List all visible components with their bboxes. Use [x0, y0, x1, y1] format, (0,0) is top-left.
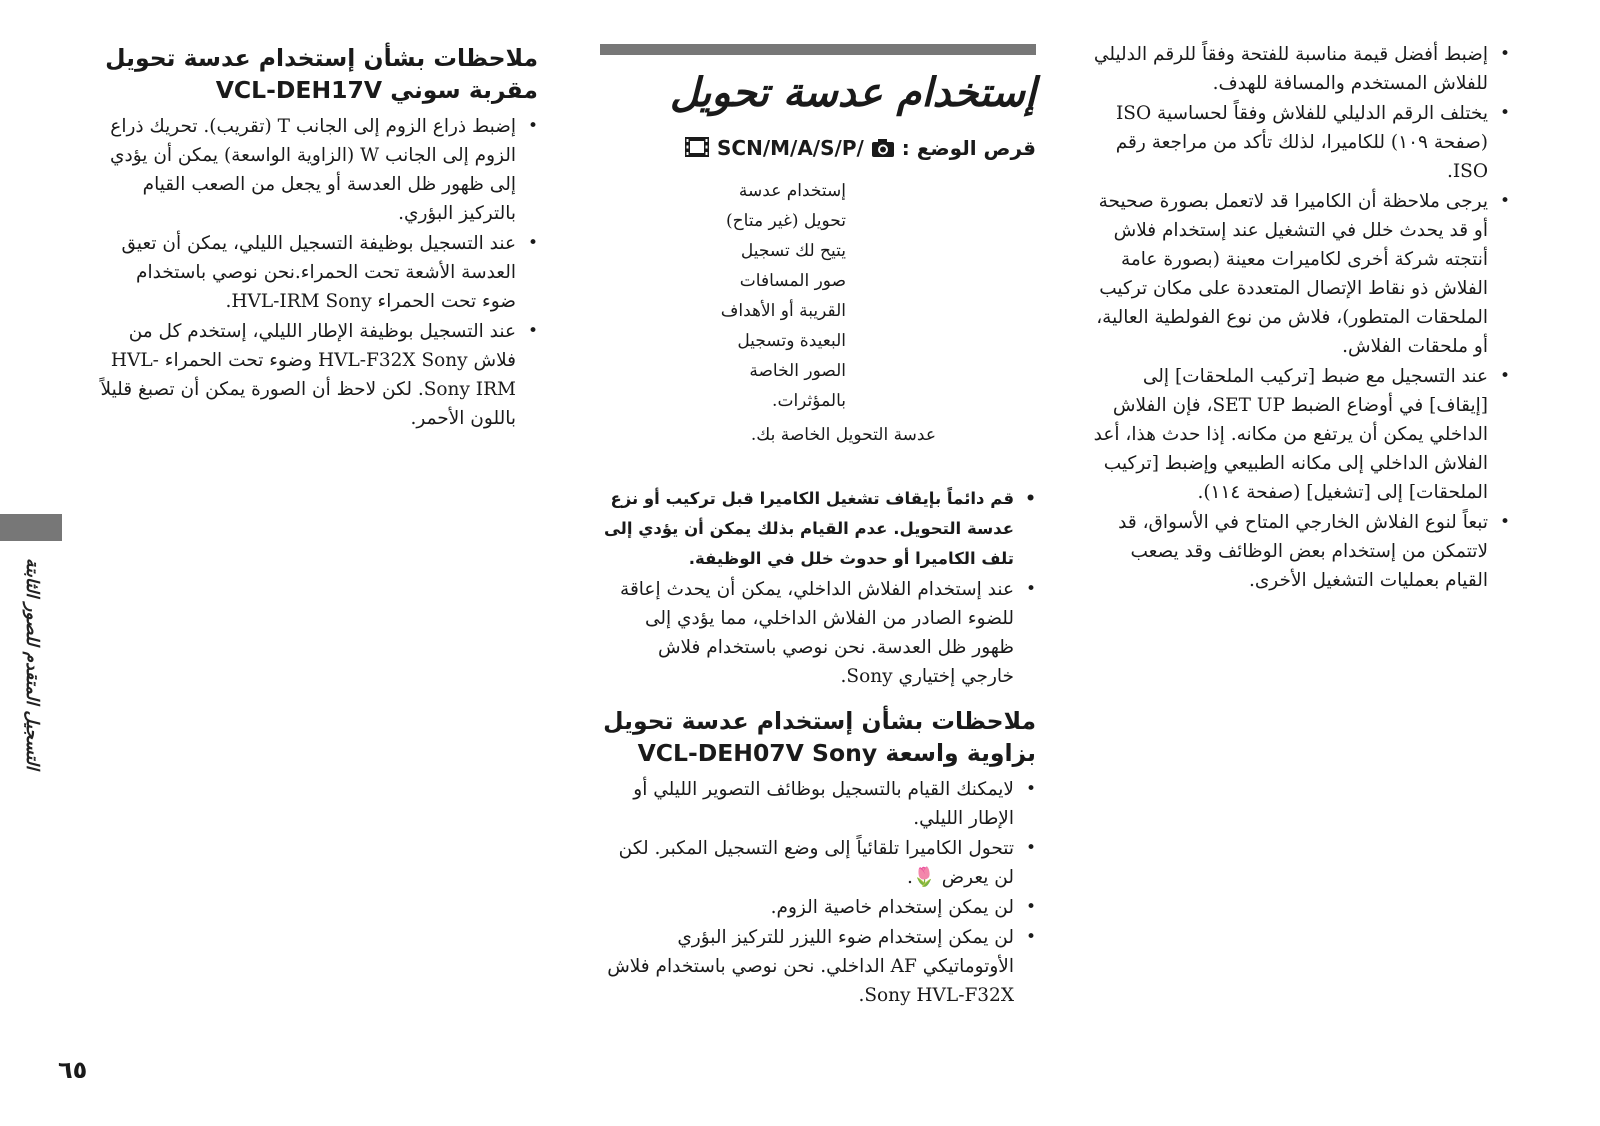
list-item: • عند إستخدام الفلاش الداخلي، يمكن أن يحدث إعاقة للضوء الصادر من الفلاش الداخلي، مما يؤدي إلى ظهور ظل العدسة. نحن نوصي باستخدام فلاش خارجي إختياري Sony. [600, 575, 1036, 691]
mode-dial-label: قرص الوضع : [901, 136, 1036, 160]
movie-mode-icon [684, 136, 710, 166]
list-item: • عند التسجيل بوظيفة التسجيل الليلي، يمكن أن تعيق العدسة الأشعة تحت الحمراء.نحن نوصي باستخدام ضوء تحت الحمراء HVL-IRM Sony. [100, 229, 538, 316]
left-column [100, 42, 538, 434]
section-heading-tele [100, 42, 538, 106]
middle-column [600, 44, 1036, 1011]
right-bullet-list [1082, 40, 1510, 595]
mode-dial-value: SCN/M/A/S/P/ [717, 136, 864, 160]
section-heading-wide [600, 705, 1036, 769]
list-item: • يختلف الرقم الدليلي للفلاش وفقاً لحساسية ISO (صفحة ١٠٩) للكاميرا، لذلك تأكد من مراجعة رقم ISO. [1082, 99, 1510, 186]
page-title: إستخدام عدسة تحويل [669, 69, 1036, 116]
section-heading-subtitle: مقربة سوني [390, 76, 538, 104]
page-number: ٦٥ [58, 1056, 88, 1084]
list-item: • يرجى ملاحظة أن الكاميرا قد لاتعمل بصورة صحيحة أو قد يحدث خلل في التشغيل عند إستخدام فلاش أنتجته شركة أخرى لكاميرات معينة (بصورة عامة الفلاش ذو نقاط الإتصال المتعددة على مكان تركيب الملحقات المتطور)، فلاش من نوع الفولطية العالية، أو ملحقات الفلاش. [1082, 187, 1510, 361]
mode-dial-line [600, 133, 1036, 166]
right-column [1082, 40, 1510, 596]
middle-bullet-list [600, 484, 1036, 691]
list-item: • إضبط ذراع الزوم إلى الجانب T (تقريب). تحريك ذراع الزوم إلى الجانب W (الزاوية الواسعة) يمكن أن يؤدي إلى ظهور ظل العدسة أو يجعل من الصعب القيام بالتركيز البؤري. [100, 112, 538, 228]
wide-lens-notes [600, 775, 1036, 1010]
intro-tail: عدسة التحويل الخاصة بك. [750, 425, 936, 445]
section-heading-text: ملاحظات بشأن إستخدام عدسة تحويل [603, 707, 1036, 735]
section-top-bar [600, 44, 1036, 55]
list-item: • تبعاً لنوع الفلاش الخارجي المتاح في الأسواق، قد لاتتمكن من إستخدام بعض الوظائف وقد يصعب القيام بعمليات التشغيل الأخرى. [1082, 508, 1510, 595]
tele-lens-notes [100, 112, 538, 433]
section-heading-text: ملاحظات بشأن إستخدام عدسة تحويل [105, 44, 538, 72]
section-heading-subtitle: بزاوية واسعة [885, 739, 1036, 767]
list-item: • عند التسجيل مع ضبط [تركيب الملحقات] إلى [إيقاف] في أوضاع الضبط SET UP، فإن الفلاش الداخلي يمكن أن يرتفع من مكانه. إذا حدث هذا، أعد الفلاش الداخلي إلى مكانه الطبيعي وإضبط [تركيب الملحقات] إلى [تشغيل] (صفحة ١١٤). [1082, 362, 1510, 507]
lens-model: VCL-DEH07V Sony [637, 739, 878, 767]
warning-item: • قم دائماً بإيقاف تشغيل الكاميرا قبل تركيب أو نزع عدسة التحويل. عدم القيام بذلك يمكن أن يؤدي إلى تلف الكاميرا أو حدوث خلل في الوظيفة. [600, 484, 1036, 574]
lens-model: VCL-DEH17V [215, 76, 383, 104]
list-item: • إضبط أفضل قيمة مناسبة للفتحة وفقاً للرقم الدليلي للفلاش المستخدم والمسافة للهدف. [1082, 40, 1510, 98]
list-item: • تتحول الكاميرا تلقائياً إلى وضع التسجيل المكبر. لكن لن يعرض 🌷. [600, 834, 1036, 892]
list-item: • لن يمكن إستخدام ضوء الليزر للتركيز البؤري الأوتوماتيكي AF الداخلي. نحن نوصي باستخدام فلاش Sony HVL-F32X. [600, 923, 1036, 1010]
list-item: • لن يمكن إستخدام خاصية الزوم. [600, 893, 1036, 922]
list-item: • عند التسجيل بوظيفة الإطار الليلي، إستخدم كل من فلاش HVL-F32X Sony وضوء تحت الحمراء HVL- Sony IRM. لكن لاحظ أن الصورة يمكن أن تصبغ قليلاً باللون الأحمر. [100, 317, 538, 433]
camera-icon [871, 136, 895, 166]
intro-paragraph: إستخدام عدسة تحويل (غير متاح) يتيح لك تسجيل صور المسافات القريبة أو الأهداف البعيدة وتسجيل الصور الخاصة بالمؤثرات. [720, 181, 846, 411]
list-item: • لايمكنك القيام بالتسجيل بوظائف التصوير الليلي أو الإطار الليلي. [600, 775, 1036, 833]
chapter-tab [0, 514, 62, 541]
chapter-label: التسجيل المتقدم للصور الثابتة [22, 558, 42, 770]
